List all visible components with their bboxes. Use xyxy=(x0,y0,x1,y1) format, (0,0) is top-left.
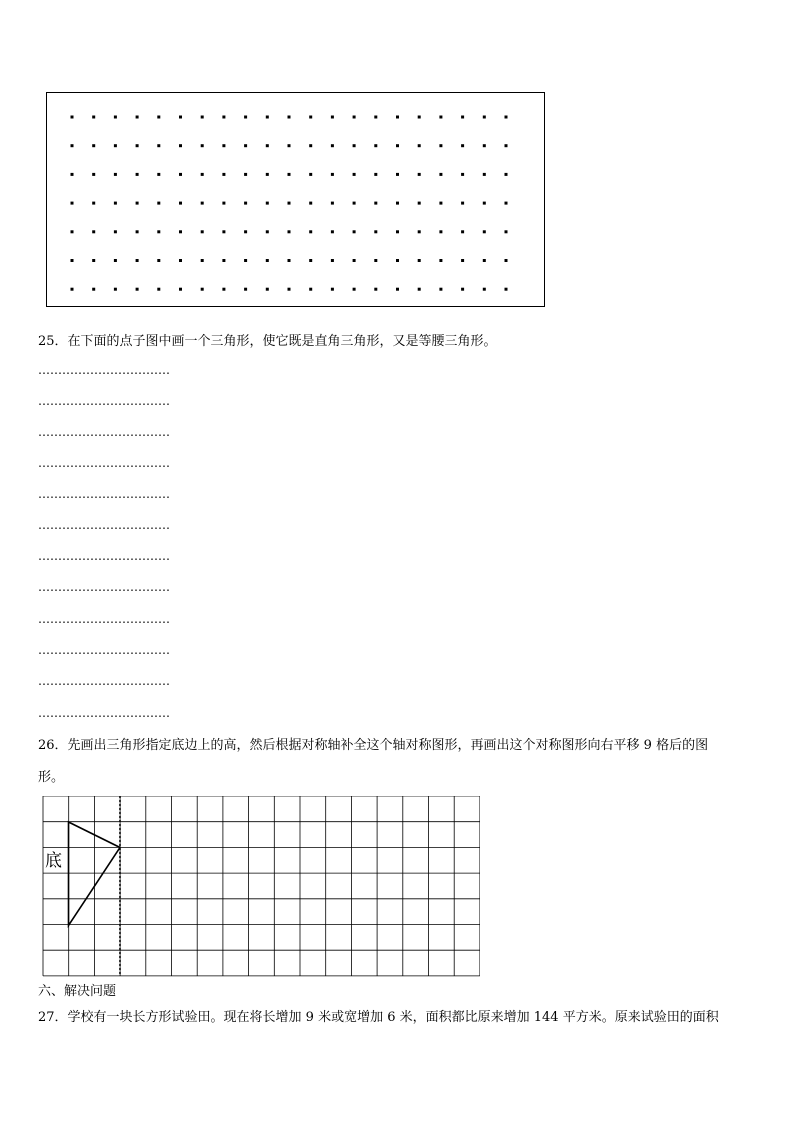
grid-dot xyxy=(179,202,182,205)
grid-dot xyxy=(288,202,291,205)
grid-dot xyxy=(353,116,356,119)
answer-line: …………………………… xyxy=(38,487,170,501)
question-26-line2: 形。 xyxy=(38,770,65,785)
grid-dot xyxy=(331,259,334,262)
grid-dot xyxy=(505,144,508,147)
grid-dot xyxy=(92,259,95,262)
grid-dot xyxy=(179,116,182,119)
grid-dot xyxy=(222,288,225,291)
grid-dot xyxy=(114,288,117,291)
grid-dot xyxy=(439,202,442,205)
grid-dot xyxy=(114,173,117,176)
grid-dot xyxy=(374,288,377,291)
grid-dot xyxy=(505,230,508,233)
grid-dot xyxy=(179,288,182,291)
grid-dot xyxy=(136,144,139,147)
grid-dot xyxy=(374,173,377,176)
answer-line: …………………………… xyxy=(38,549,170,563)
grid-dot xyxy=(439,144,442,147)
answer-line: …………………………… xyxy=(38,456,170,470)
grid-dot xyxy=(483,144,486,147)
grid-dot xyxy=(157,259,160,262)
grid-dot xyxy=(244,173,247,176)
question-26-line1: 26．先画出三角形指定底边上的高，然后根据对称轴补全这个轴对称图形，再画出这个对称图形向右平移 9 格后的图 xyxy=(38,738,709,753)
grid-dot xyxy=(71,202,74,205)
grid-dot xyxy=(353,202,356,205)
grid-dot xyxy=(136,116,139,119)
grid-dot xyxy=(461,116,464,119)
grid-dot xyxy=(244,116,247,119)
grid-dot xyxy=(71,144,74,147)
section-title: 六、解决问题 xyxy=(38,984,117,999)
grid-dot xyxy=(244,202,247,205)
base-label: 底 xyxy=(45,851,62,871)
grid-dot xyxy=(179,173,182,176)
grid-dot xyxy=(288,230,291,233)
grid-dot xyxy=(374,116,377,119)
answer-line: …………………………… xyxy=(38,706,170,720)
grid-dot xyxy=(439,116,442,119)
grid-dot xyxy=(92,173,95,176)
grid-dot xyxy=(71,288,74,291)
grid-dot xyxy=(136,259,139,262)
grid-dot xyxy=(201,202,204,205)
grid-dot xyxy=(92,202,95,205)
grid-dot xyxy=(222,144,225,147)
grid-dot xyxy=(309,288,312,291)
grid-dot xyxy=(309,173,312,176)
grid-dot xyxy=(309,144,312,147)
grid-dot xyxy=(483,202,486,205)
grid-dot xyxy=(288,116,291,119)
grid-dot xyxy=(71,116,74,119)
dot-grid xyxy=(47,93,544,306)
square-grid xyxy=(42,796,480,978)
grid-dot xyxy=(222,230,225,233)
grid-dot xyxy=(244,288,247,291)
grid-dot xyxy=(266,259,269,262)
grid-dot xyxy=(505,116,508,119)
grid-dot xyxy=(331,173,334,176)
grid-dot xyxy=(505,202,508,205)
grid-dot xyxy=(331,116,334,119)
grid-dot xyxy=(114,116,117,119)
answer-line: …………………………… xyxy=(38,580,170,594)
grid-dot xyxy=(396,116,399,119)
grid-dot xyxy=(309,259,312,262)
grid-dot xyxy=(439,259,442,262)
grid-dot xyxy=(114,144,117,147)
grid-dot xyxy=(288,144,291,147)
grid-dot xyxy=(461,173,464,176)
grid-dot xyxy=(505,288,508,291)
grid-dot xyxy=(374,230,377,233)
grid-dot xyxy=(157,202,160,205)
grid-dot xyxy=(396,173,399,176)
grid-dot xyxy=(222,202,225,205)
grid-dot xyxy=(418,173,421,176)
dot-grid-box xyxy=(46,92,545,307)
grid-dot xyxy=(114,259,117,262)
grid-dot xyxy=(418,144,421,147)
grid-dot xyxy=(244,230,247,233)
grid-dot xyxy=(136,202,139,205)
grid-dot xyxy=(396,144,399,147)
grid-dot xyxy=(505,173,508,176)
grid-dot xyxy=(114,230,117,233)
grid-dot xyxy=(157,144,160,147)
grid-dot xyxy=(309,202,312,205)
answer-line: …………………………… xyxy=(38,643,170,657)
answer-line: …………………………… xyxy=(38,363,170,377)
grid-dot xyxy=(418,202,421,205)
answer-line: …………………………… xyxy=(38,674,170,688)
grid-dot xyxy=(266,230,269,233)
grid-dot xyxy=(244,259,247,262)
grid-dot xyxy=(396,202,399,205)
grid-dot xyxy=(309,230,312,233)
grid-dot xyxy=(483,116,486,119)
grid-dot xyxy=(201,144,204,147)
grid-dot xyxy=(418,259,421,262)
grid-dot xyxy=(353,230,356,233)
grid-dot xyxy=(222,259,225,262)
grid-dot xyxy=(353,144,356,147)
grid-dot xyxy=(92,288,95,291)
grid-dot xyxy=(222,173,225,176)
grid-dot xyxy=(439,173,442,176)
grid-dot xyxy=(353,288,356,291)
answer-line: …………………………… xyxy=(38,612,170,626)
grid-dot xyxy=(461,202,464,205)
grid-dot xyxy=(288,173,291,176)
grid-dot xyxy=(179,230,182,233)
grid-dot xyxy=(374,202,377,205)
grid-dot xyxy=(439,288,442,291)
grid-dot xyxy=(374,259,377,262)
grid-dot xyxy=(92,144,95,147)
grid-dot xyxy=(483,288,486,291)
grid-dot xyxy=(505,259,508,262)
grid-dot xyxy=(418,116,421,119)
question-25: 25．在下面的点子图中画一个三角形，使它既是直角三角形，又是等腰三角形。 xyxy=(38,334,497,349)
grid-dot xyxy=(396,259,399,262)
grid-dot xyxy=(157,173,160,176)
grid-dot xyxy=(418,230,421,233)
grid-lines xyxy=(43,796,480,976)
grid-dot xyxy=(179,259,182,262)
grid-dot xyxy=(309,116,312,119)
answer-line: …………………………… xyxy=(38,425,170,439)
grid-dot xyxy=(157,288,160,291)
grid-dot xyxy=(461,259,464,262)
grid-dot xyxy=(439,230,442,233)
grid-dot xyxy=(288,288,291,291)
grid-dot xyxy=(71,173,74,176)
grid-dot xyxy=(288,259,291,262)
grid-dot xyxy=(266,173,269,176)
grid-dot xyxy=(418,288,421,291)
grid-dot xyxy=(396,288,399,291)
grid-dot xyxy=(461,288,464,291)
grid-dot xyxy=(266,202,269,205)
grid-dot xyxy=(483,259,486,262)
grid-dot xyxy=(71,259,74,262)
grid-dot xyxy=(374,144,377,147)
grid-dot xyxy=(483,230,486,233)
grid-dot xyxy=(461,230,464,233)
grid-dot xyxy=(157,230,160,233)
grid-dot xyxy=(353,173,356,176)
grid-dot xyxy=(92,116,95,119)
grid-dot xyxy=(179,144,182,147)
grid-dot xyxy=(266,288,269,291)
grid-dot xyxy=(331,144,334,147)
grid-dot xyxy=(201,173,204,176)
grid-dot xyxy=(461,144,464,147)
answer-line: …………………………… xyxy=(38,518,170,532)
grid-dot xyxy=(266,144,269,147)
grid-dot xyxy=(331,230,334,233)
grid-dot xyxy=(136,173,139,176)
grid-dot xyxy=(483,173,486,176)
grid-dot xyxy=(136,230,139,233)
grid-dot xyxy=(396,230,399,233)
answer-line: …………………………… xyxy=(38,394,170,408)
grid-dot xyxy=(201,259,204,262)
grid-dot xyxy=(71,230,74,233)
grid-dot xyxy=(201,230,204,233)
grid-dot xyxy=(353,259,356,262)
grid-dot xyxy=(201,288,204,291)
question-27: 27．学校有一块长方形试验田。现在将长增加 9 米或宽增加 6 米，面积都比原来增加 144 平方米。原来试验田的面积 xyxy=(38,1010,719,1025)
grid-dot xyxy=(136,288,139,291)
grid-dot xyxy=(331,202,334,205)
grid-dot xyxy=(222,116,225,119)
grid-dot xyxy=(244,144,247,147)
grid-dot xyxy=(92,230,95,233)
grid-dot xyxy=(157,116,160,119)
grid-dot xyxy=(266,116,269,119)
grid-dot xyxy=(331,288,334,291)
grid-dot xyxy=(201,116,204,119)
grid-dot xyxy=(114,202,117,205)
